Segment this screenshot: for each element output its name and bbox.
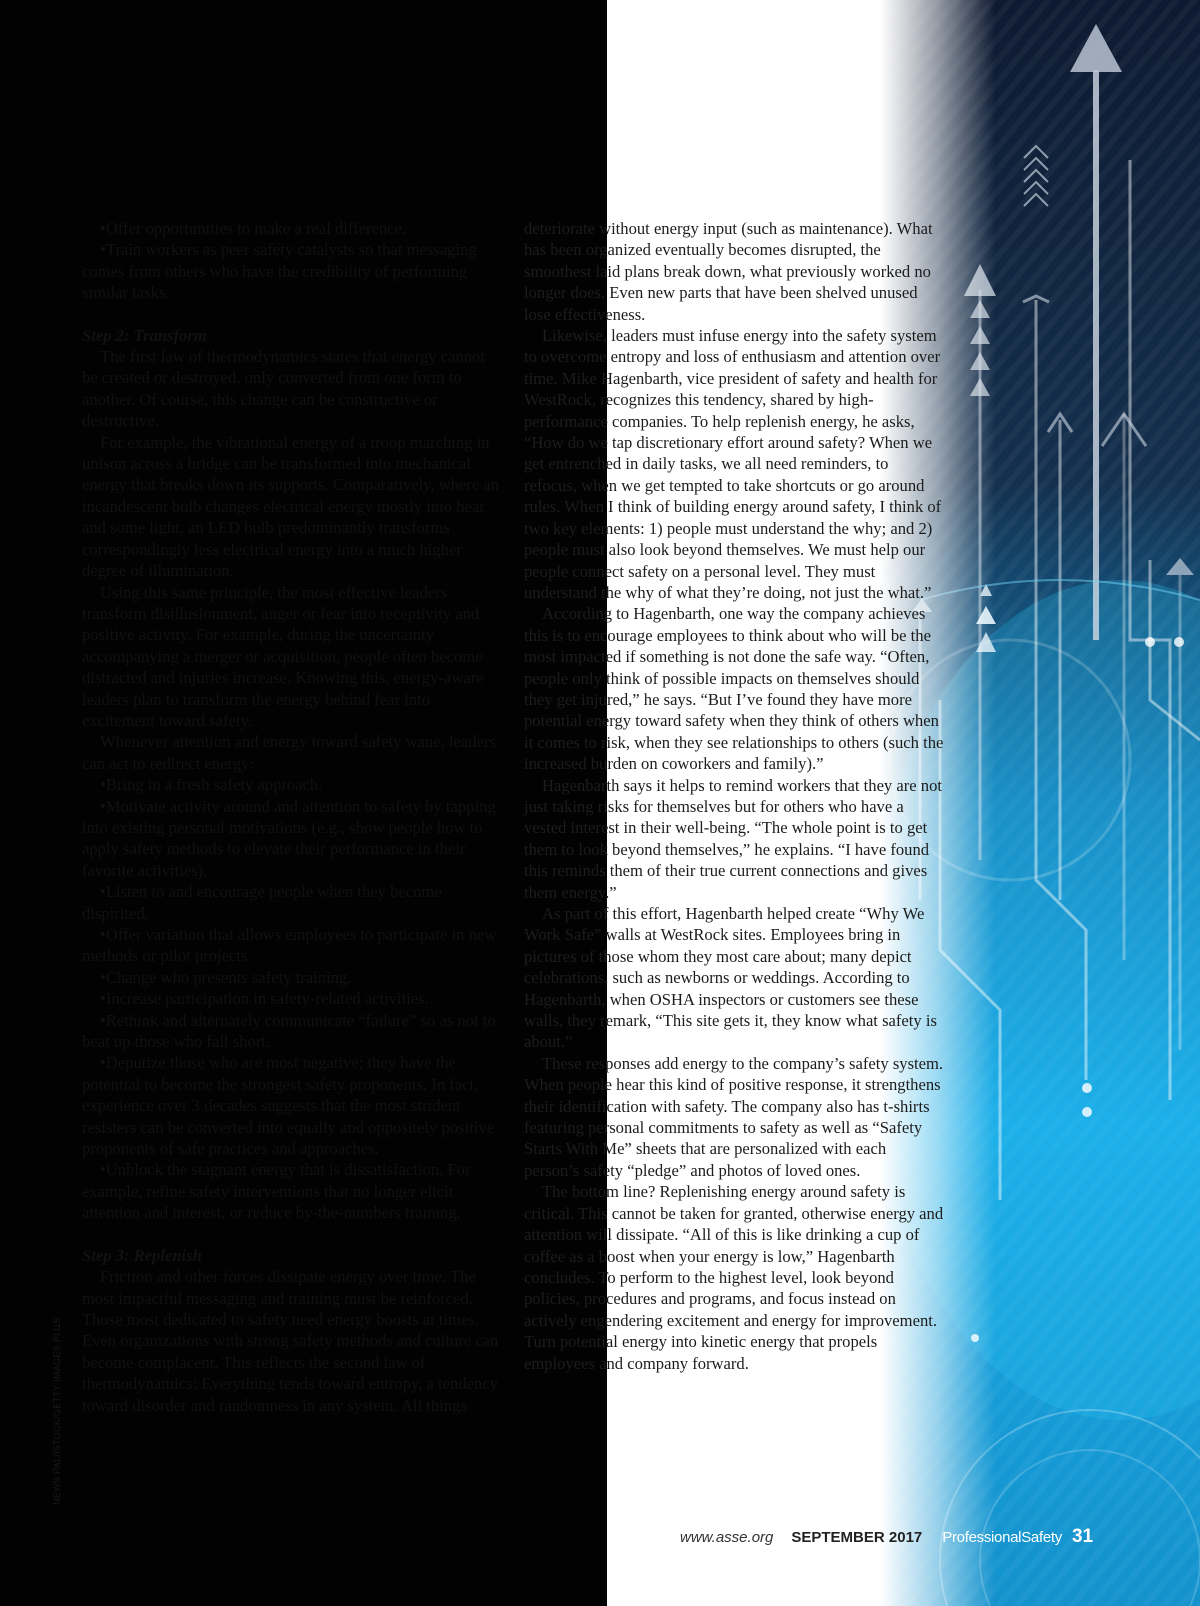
bullet-item: •Motivate activity around and attention to safety by tapping into existing personal motivations (e.g., show people how to apply safety methods to elevate their performance in their favorite activities). [82, 796, 496, 880]
body-paragraph: Hagenbarth says it helps to remind workers that they are not just taking risks for themselves but for others who have a vested interest in their well-being. “The whole point is to get them to look beyond themselves,” he explains. “I have found this reminds them of their true current connections and gives them energy.” [524, 775, 942, 902]
body-paragraph: Using this same principle, the most effective leaders transform disillusionment, anger or fear into receptivity and positive activity. For example, during the uncertainty accompanying a merger or acquisition, people often become distracted and injuries increase. Knowing this, energy-aware leaders plan to transform the energy behind fear into excitement toward safety. [82, 582, 484, 730]
body-paragraph: The first law of thermodynamics states that energy cannot be created or destroyed, only converted from one form to another. Of course, this change can be constructive or destructive. [82, 347, 485, 431]
bullet-item: •Offer opportunities to make a real difference. [100, 219, 407, 238]
body-paragraph: Friction and other forces dissipate energy over time. The most impactful messaging and training must be reinforced. Those most dedicated to safety need energy boosts at times. Even organizations with strong safety methods and culture can become complacent. This reflects the second law of thermodynamics: Everything tends toward entropy, a tendency toward disorder and randomness in any system. All things [82, 1267, 499, 1415]
bullet-item: •Unblock the stagnant energy that is dissatisfaction. For example, refine safety interventions that no longer elicit attention and interest, or reduce by-the-numbers training. [82, 1160, 471, 1223]
footer-url-link[interactable]: www.asse.org [680, 1529, 774, 1546]
bullet-item: •Listen to and encourage people when they become dispirited. [82, 882, 442, 923]
bullet-item: •Change who presents safety training. [100, 967, 352, 987]
body-paragraph: Likewise, leaders must infuse energy into the safety system to overcome entropy and loss of enthusiasm and attention over time. Mike Hagenbarth, vice president of safety and health for WestRock, recognizes this tendency, shared by high-performance companies. To help replenish energy, he asks, “How do we tap discretionary effort around safety? When we get entrenched in daily tasks, we all need reminders, to refocus, when we get tempted to take shortcuts or go around rules. When I think of building energy around safety, I think of two key elements: 1) people must understand the why; and 2) people must also look beyond themselves. We must help our people connect safety on a personal level. They must understand the why of what they’re doing, not just the what.” [524, 326, 942, 602]
bullet-item: •Train workers as peer safety catalysts so that messaging comes from others who have the credibility of performing similar tasks. [82, 240, 477, 303]
body-paragraph: The bottom line? Replenishing energy around safety is critical. This cannot be taken for granted, otherwise energy and attention will dissipate. “All of this is like drinking a cup of coffee as a boost when your energy is low,” Hagenbarth concludes. To perform to the highest level, look beyond policies, procedures and programs, and focus instead on actively engendering excitement and energy for improvement. Turn potential energy into kinetic energy that propels employees and company forward. [524, 1182, 944, 1373]
bullet-item: •Deputize those who are most negative; they have the potential to become the strongest safety proponents. In fact, experience over 3 decades suggests that the most strident resisters can be converted into equally and oppositely positive proponents of safe practices and approaches. [82, 1053, 494, 1159]
footer-issue-date: SEPTEMBER 2017 [791, 1529, 923, 1546]
article-column-right [524, 218, 944, 1374]
page-footer [680, 1526, 1093, 1550]
bullet-item: •Increase participation in safety-related activities. [100, 989, 429, 1009]
body-paragraph: For example, the vibrational energy of a troop marching in unison across a bridge can be transformed into mechanical energy that breaks down its supports. Comparatively, where an incandescent bulb changes electrical energy mostly into heat and some light, an LED bulb predominantly transforms correspondingly less electrical energy into a much higher degree of illumination. [82, 432, 500, 581]
body-paragraph: deteriorate without energy input (such as maintenance). What has been organized eventually becomes disrupted, the smoothest laid plans break down, what previously worked no longer does. Even new parts that have been shelved unused lose effectiveness. [524, 219, 933, 324]
section-heading-step-3: Step 3: Replenish [82, 1245, 202, 1265]
body-paragraph: According to Hagenbarth, one way the company achieves this is to encourage employees to think about who will be the most impacted if something is not done the safe way. “Often, people only think of possible impacts on themselves should they get injured,” he says. “But I’ve found they have more potential energy toward safety when they think of others when it comes to risk, when they see relationships to others (such the increased burden on coworkers and family).” [524, 604, 944, 774]
article-column-left [82, 218, 500, 1416]
bullet-item: •Offer variation that allows employees to participate in new methods or pilot projects. [82, 925, 497, 966]
body-paragraph: Whenever attention and energy toward safety wane, leaders can act to redirect energy: [82, 732, 496, 773]
photo-credit: NEWS PAL/ISTOCK/GETTY IMAGES PLUS [52, 1317, 62, 1505]
bullet-item: •Rethink and alternately communicate “failure” so as not to beat up those who fall short. [82, 1010, 496, 1052]
bullet-item: •Bring in a fresh safety approach. [100, 775, 323, 795]
page-number: 31 [1071, 1526, 1094, 1547]
footer-magazine-name: ProfessionalSafety [942, 1529, 1062, 1546]
section-heading-step-2: Step 2: Transform [82, 325, 207, 345]
body-paragraph: As part of this effort, Hagenbarth helped create “Why We Work Safe” walls at WestRock sites. Employees bring in pictures of those whom they most care about; many depict celebrations, such as newborns or weddings. According to Hagenbarth, when OSHA inspectors or customers see these walls, they remark, “This site gets it, they know what safety is about.” [524, 904, 937, 1052]
body-paragraph: These responses add energy to the company’s safety system. When people hear this kind of positive response, it strengthens their identification with safety. The company also has t-shirts featuring personal commitments to safety as well as “Safety Starts With Me” sheets that are personalized with each person’s safety “pledge” and photos of loved ones. [524, 1053, 944, 1180]
